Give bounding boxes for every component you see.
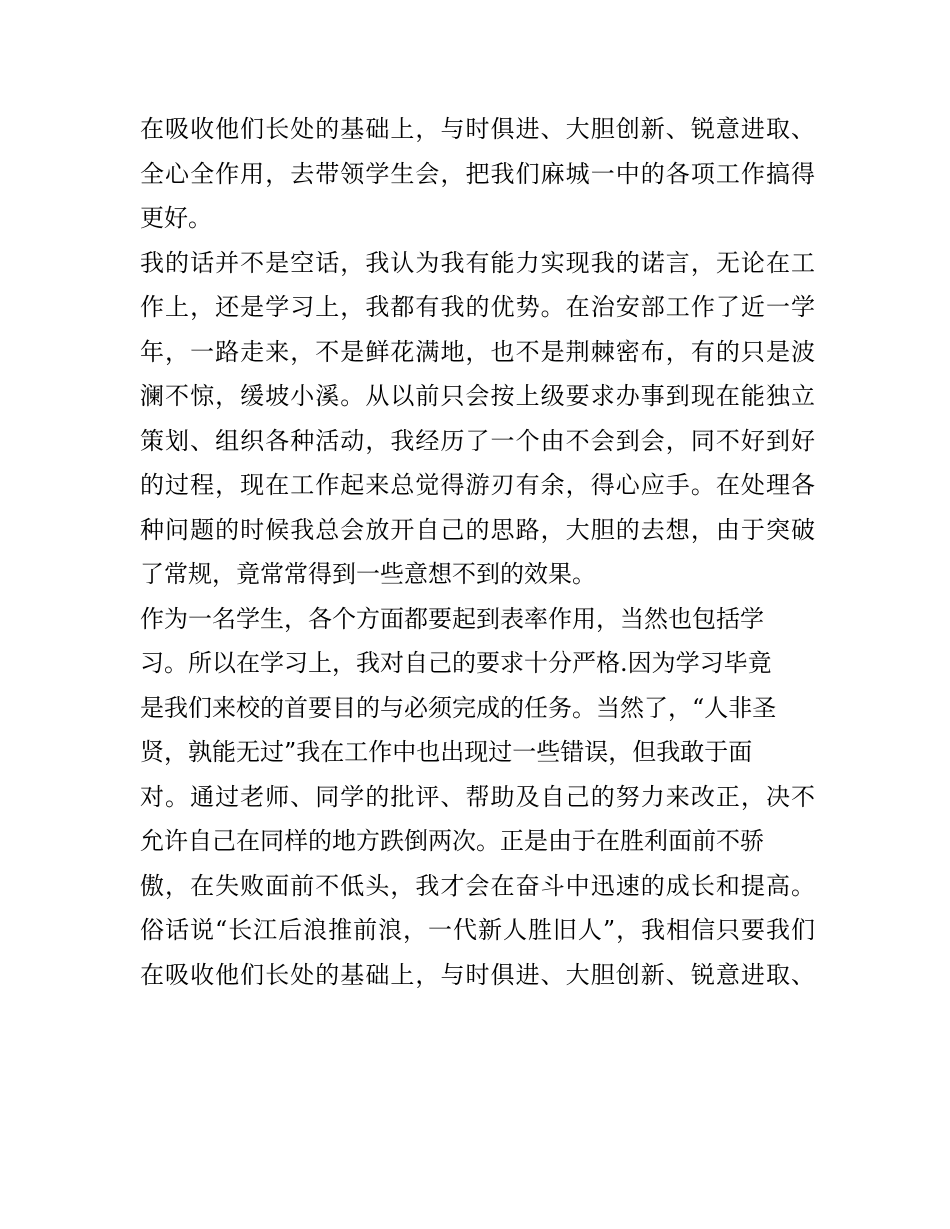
text-line: 的过程，现在工作起来总觉得游刃有余，得心应手。在处理各	[140, 471, 815, 499]
text-line: 习。所以在学习上，我对自己的要求十分严格.因为学习毕竟	[140, 649, 772, 677]
text-line: 年，一路走来，不是鲜花满地，也不是荆棘密布，有的只是波	[140, 337, 815, 366]
text-line: 贤，孰能无过”我在工作中也出现过一些错误，但我敢于面	[140, 738, 753, 766]
text-line: 对。通过老师、同学的批评、帮助及自己的努力来改正，决不	[140, 782, 815, 811]
text-line: 俗话说“长江后浪推前浪，一代新人胜旧人”，我相信只要我们	[140, 916, 815, 944]
text-line: 作为一名学生，各个方面都要起到表率作用，当然也包括学	[140, 604, 764, 633]
body-text	[140, 107, 815, 997]
text-line: 是我们来校的首要目的与必须完成的任务。当然了，“人非圣	[140, 693, 777, 722]
paragraph-2	[140, 241, 815, 597]
text-line: 允许自己在同样的地方跌倒两次。正是由于在胜利面前不骄	[140, 827, 764, 855]
paragraph-3	[140, 597, 815, 998]
text-line: 策划、组织各种活动，我经历了一个由不会到会，同不好到好	[140, 426, 815, 455]
text-line: 在吸收他们长处的基础上，与时俱进、大胆创新、锐意进取、	[140, 115, 815, 143]
text-line: 我的话并不是空话，我认为我有能力实现我的诺言，无论在工	[140, 248, 815, 277]
text-line: 全心全作用，去带领学生会，把我们麻城一中的各项工作搞得	[140, 159, 815, 188]
text-line: 作上，还是学习上，我都有我的优势。在治安部工作了近一学	[140, 293, 815, 321]
text-line: 澜不惊，缓坡小溪。从以前只会按上级要求办事到现在能独立	[140, 382, 815, 410]
paragraph-1	[140, 107, 815, 241]
text-line: 傲，在失败面前不低头，我才会在奋斗中迅速的成长和提高。	[140, 871, 815, 900]
text-line: 在吸收他们长处的基础上，与时俱进、大胆创新、锐意进取、	[140, 960, 815, 989]
text-line: 种问题的时候我总会放开自己的思路，大胆的去想，由于突破	[140, 515, 815, 544]
text-line: 更好。	[140, 204, 212, 232]
text-line: 了常规，竟常常得到一些意想不到的效果。	[140, 560, 596, 588]
